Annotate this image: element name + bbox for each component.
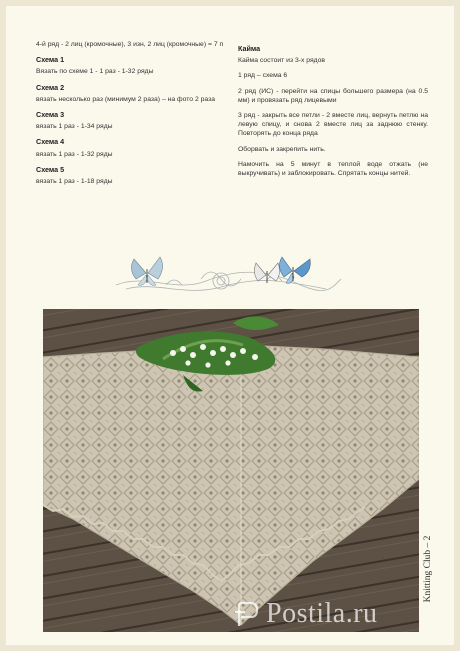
postila-logo-icon: [231, 600, 261, 630]
border-paragraph: Оборвать и закрепить нить.: [238, 145, 326, 153]
right-text-column: [238, 40, 428, 184]
border-paragraph: 1 ряд – схема 6: [238, 72, 288, 80]
side-label-text: Knitting Club – 2: [423, 535, 433, 603]
butterfly-icon-right: [279, 257, 310, 283]
section-text-scheme-2: вязать несколько раз (минимум 2 раза) – на фото 2 раза: [36, 95, 216, 103]
section-text-scheme-1: Вязать по схеме 1 - 1 раз - 1-32 ряды: [36, 68, 154, 76]
shawl-photo: [43, 309, 419, 632]
intro-paragraph: 4-й ряд - 2 лиц (кромочные), 3 изн, 2 лиц (кромочные) = 7 п: [36, 41, 224, 48]
section-heading-scheme-1: Схема 1: [36, 55, 65, 65]
watermark: [231, 596, 460, 632]
section-heading-scheme-4: Схема 4: [36, 137, 65, 147]
section-text-scheme-3: вязать 1 раз - 1-34 ряды: [36, 123, 113, 131]
section-heading-scheme-5: Схема 5: [36, 164, 65, 174]
border-paragraph: Кайма состоит из 3-х рядов: [238, 57, 326, 65]
section-heading-scheme-2: Схема 2: [36, 82, 65, 92]
border-paragraph: 3 ряд - закрыть все петли - 2 вместе лиц, вернуть петлю на левую спицу, и снова 2 вместе лиц за заднюю стенку. Повторять до конца ряда: [238, 112, 428, 138]
section-text-scheme-5: вязать 1 раз - 1-18 ряды: [36, 178, 113, 186]
section-heading-scheme-3: Схема 3: [36, 110, 65, 120]
section-text-scheme-4: вязать 1 раз - 1-32 ряды: [36, 150, 113, 158]
left-text-column: [36, 40, 226, 192]
border-paragraph: Намочить на 5 минут в теплой воде отжать (не выкручивать) и заблокировать. Спрятать концы нитей.: [238, 160, 428, 178]
butterfly-icon-center: [254, 263, 279, 283]
watermark-text: Postila.ru: [266, 598, 378, 629]
border-heading: Кайма: [238, 44, 261, 53]
border-paragraph: 2 ряд (ИС) - перейти на спицы большего размера (на 0.5 мм) и провязать ряд лицевыми: [238, 87, 428, 104]
butterfly-ornament: [106, 251, 346, 299]
